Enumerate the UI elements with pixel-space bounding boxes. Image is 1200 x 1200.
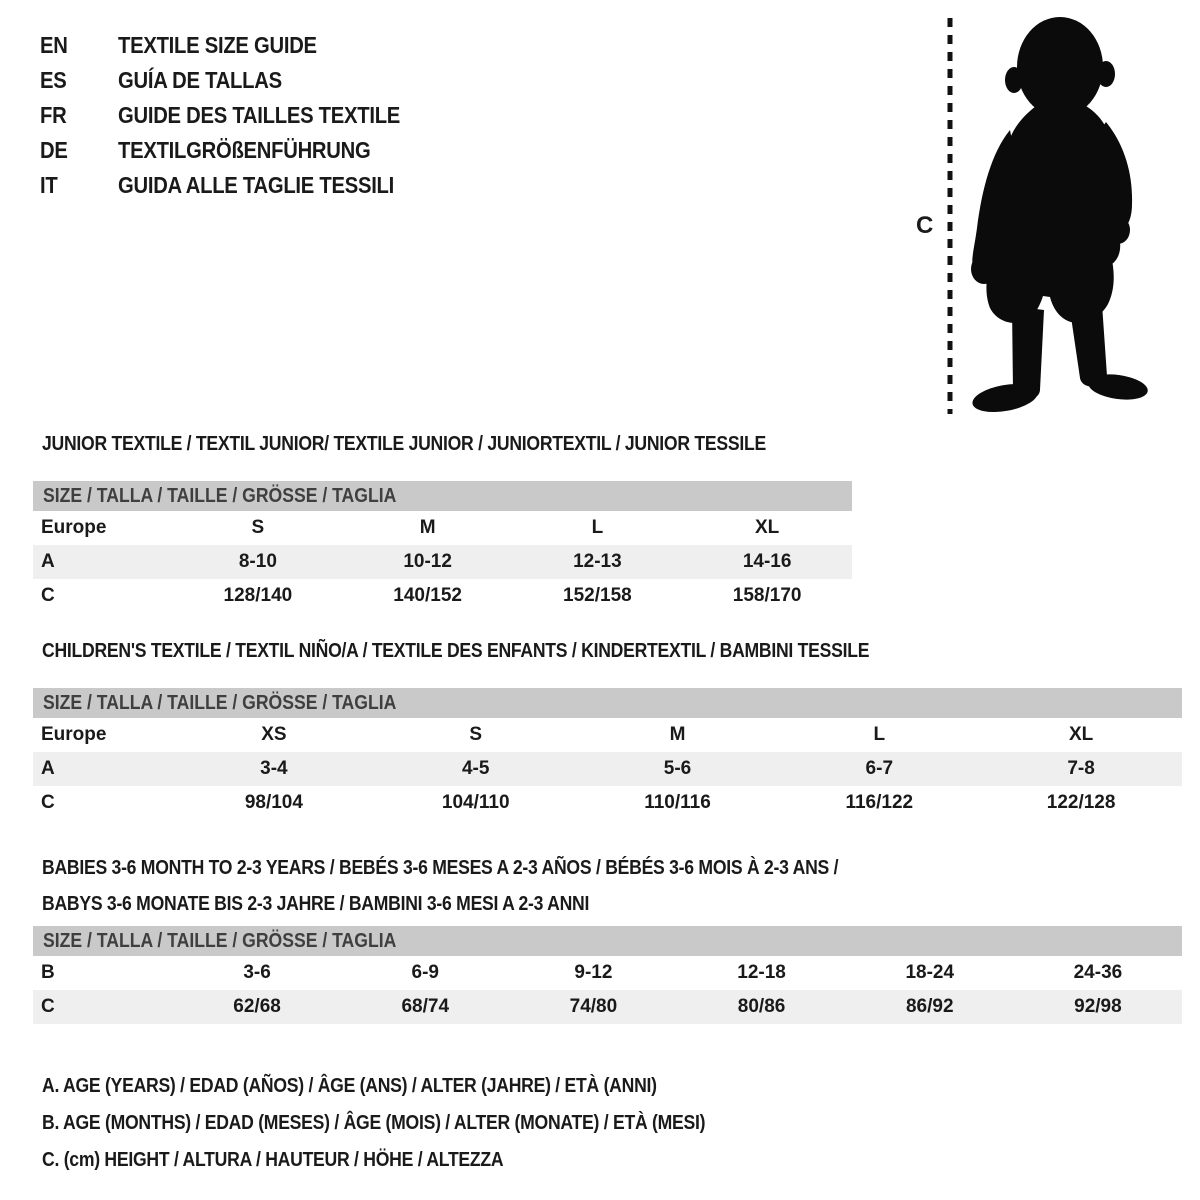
language-row (40, 168, 439, 203)
guide-title: TEXTILE SIZE GUIDE (118, 32, 317, 58)
language-code: DE (40, 137, 68, 163)
table-cell: 140/152 (393, 585, 462, 606)
row-label: Europe (41, 724, 107, 745)
table-rows (33, 511, 852, 613)
legend-line-age-months: B. AGE (MONTHS) / EDAD (MESES) / ÂGE (MOIS) / ALTER (MONATE) / ETÀ (MESI) (42, 1112, 706, 1134)
table-cell: M (669, 724, 686, 745)
table-cell: 116/122 (845, 792, 914, 813)
toddler-silhouette-icon (970, 17, 1149, 417)
language-row (40, 28, 439, 63)
table-cell: 18-24 (905, 962, 955, 983)
table-cell: L (591, 517, 604, 538)
row-label: C (41, 996, 55, 1017)
size-header-band (33, 688, 1182, 718)
size-header: SIZE / TALLA / TAILLE / GRÖSSE / TAGLIA (43, 930, 397, 952)
table-rows (33, 956, 1182, 1024)
table-row (33, 579, 852, 613)
section-heading (33, 433, 852, 455)
size-header-band (33, 481, 852, 511)
table-row (33, 990, 1182, 1024)
table-cell: 9-12 (574, 962, 613, 983)
table-row (33, 511, 852, 545)
legend (42, 1068, 796, 1179)
table-cell: 110/116 (644, 792, 711, 813)
table-cell: S (251, 517, 265, 538)
section-babies-textile (33, 850, 1182, 1024)
section-heading-line: BABIES 3-6 MONTH TO 2-3 YEARS / BEBÉS 3-6 MESES A 2-3 AÑOS / BÉBÉS 3-6 MOIS À 2-3 ANS / (42, 857, 839, 879)
table-cell: 80/86 (737, 996, 786, 1017)
table-cell: 62/68 (233, 996, 281, 1017)
row-label: A (41, 758, 55, 779)
language-row (40, 133, 439, 168)
language-code: EN (40, 32, 68, 58)
language-code: IT (40, 172, 58, 198)
section-junior-textile (33, 433, 852, 613)
guide-title: GUIDA ALLE TAGLIE TESSILI (118, 172, 395, 198)
table-cell: 6-9 (411, 962, 439, 983)
table-cell: 158/170 (732, 585, 802, 606)
section-heading-line: BABYS 3-6 MONATE BIS 2-3 JAHRE / BAMBINI 3-6 MESI A 2-3 ANNI (42, 893, 590, 915)
row-label: B (41, 962, 55, 983)
table-cell: M (419, 517, 436, 538)
table-row (33, 752, 1182, 786)
toddler-figure-svg (910, 10, 1200, 422)
table-cell: 92/98 (1074, 996, 1122, 1017)
table-row (33, 786, 1182, 820)
table-cell: 3-4 (260, 758, 288, 779)
section-childrens-textile (33, 640, 1182, 820)
table-cell: 98/104 (244, 792, 303, 813)
table-cell: 74/80 (569, 996, 618, 1017)
table-cell: XL (754, 517, 780, 538)
size-header: SIZE / TALLA / TAILLE / GRÖSSE / TAGLIA (43, 692, 397, 714)
language-code: FR (40, 102, 67, 128)
table-cell: 24-36 (1073, 962, 1123, 983)
guide-title: GUÍA DE TALLAS (118, 67, 282, 93)
language-title-block (40, 28, 439, 203)
table-cell: 3-6 (243, 962, 271, 983)
legend-line-height: C. (cm) HEIGHT / ALTURA / HAUTEUR / HÖHE / ALTEZZA (42, 1149, 504, 1171)
table-row (33, 718, 1182, 752)
table-row (33, 545, 852, 579)
table-row (33, 956, 1182, 990)
table-cell: 12-18 (737, 962, 786, 983)
table-rows (33, 718, 1182, 820)
guide-title: GUIDE DES TAILLES TEXTILE (118, 102, 401, 128)
table-cell: 10-12 (403, 551, 452, 572)
table-cell: 7-8 (1067, 758, 1095, 779)
table-cell: S (469, 724, 483, 745)
table-cell: 122/128 (1046, 792, 1116, 813)
row-label: A (41, 551, 55, 572)
row-label: C (41, 585, 55, 606)
table-cell: 86/92 (905, 996, 954, 1017)
height-measure-label: C (916, 212, 934, 239)
table-cell: XL (1068, 724, 1094, 745)
row-label: C (41, 792, 55, 813)
table-cell: 152/158 (563, 585, 632, 606)
legend-line-age-years: A. AGE (YEARS) / EDAD (AÑOS) / ÂGE (ANS) / ALTER (JAHRE) / ETÀ (ANNI) (42, 1075, 657, 1097)
table-cell: XS (261, 724, 287, 745)
guide-title: TEXTILGRÖßENFÜHRUNG (118, 137, 371, 163)
table-cell: 104/110 (441, 792, 510, 813)
section-heading-line: JUNIOR TEXTILE / TEXTIL JUNIOR/ TEXTILE JUNIOR / JUNIORTEXTIL / JUNIOR TESSILE (42, 433, 766, 455)
row-label: Europe (41, 517, 107, 538)
table-cell: 8-10 (238, 551, 277, 572)
table-cell: 5-6 (663, 758, 692, 779)
table-cell: 4-5 (461, 758, 490, 779)
measurement-figure (910, 10, 1200, 422)
size-header: SIZE / TALLA / TAILLE / GRÖSSE / TAGLIA (43, 485, 397, 507)
section-heading (33, 850, 1182, 922)
table-cell: L (873, 724, 886, 745)
size-header-band (33, 926, 1182, 956)
section-heading (33, 640, 1182, 662)
table-cell: 12-13 (573, 551, 622, 572)
table-cell: 68/74 (401, 996, 450, 1017)
table-cell: 6-7 (865, 758, 894, 779)
section-heading-line: CHILDREN'S TEXTILE / TEXTIL NIÑO/A / TEXTILE DES ENFANTS / KINDERTEXTIL / BAMBINI TESSILE (42, 640, 870, 662)
table-cell: 14-16 (742, 551, 792, 572)
table-cell: 128/140 (223, 585, 293, 606)
language-row (40, 63, 439, 98)
language-row (40, 98, 439, 133)
language-code: ES (40, 67, 67, 93)
